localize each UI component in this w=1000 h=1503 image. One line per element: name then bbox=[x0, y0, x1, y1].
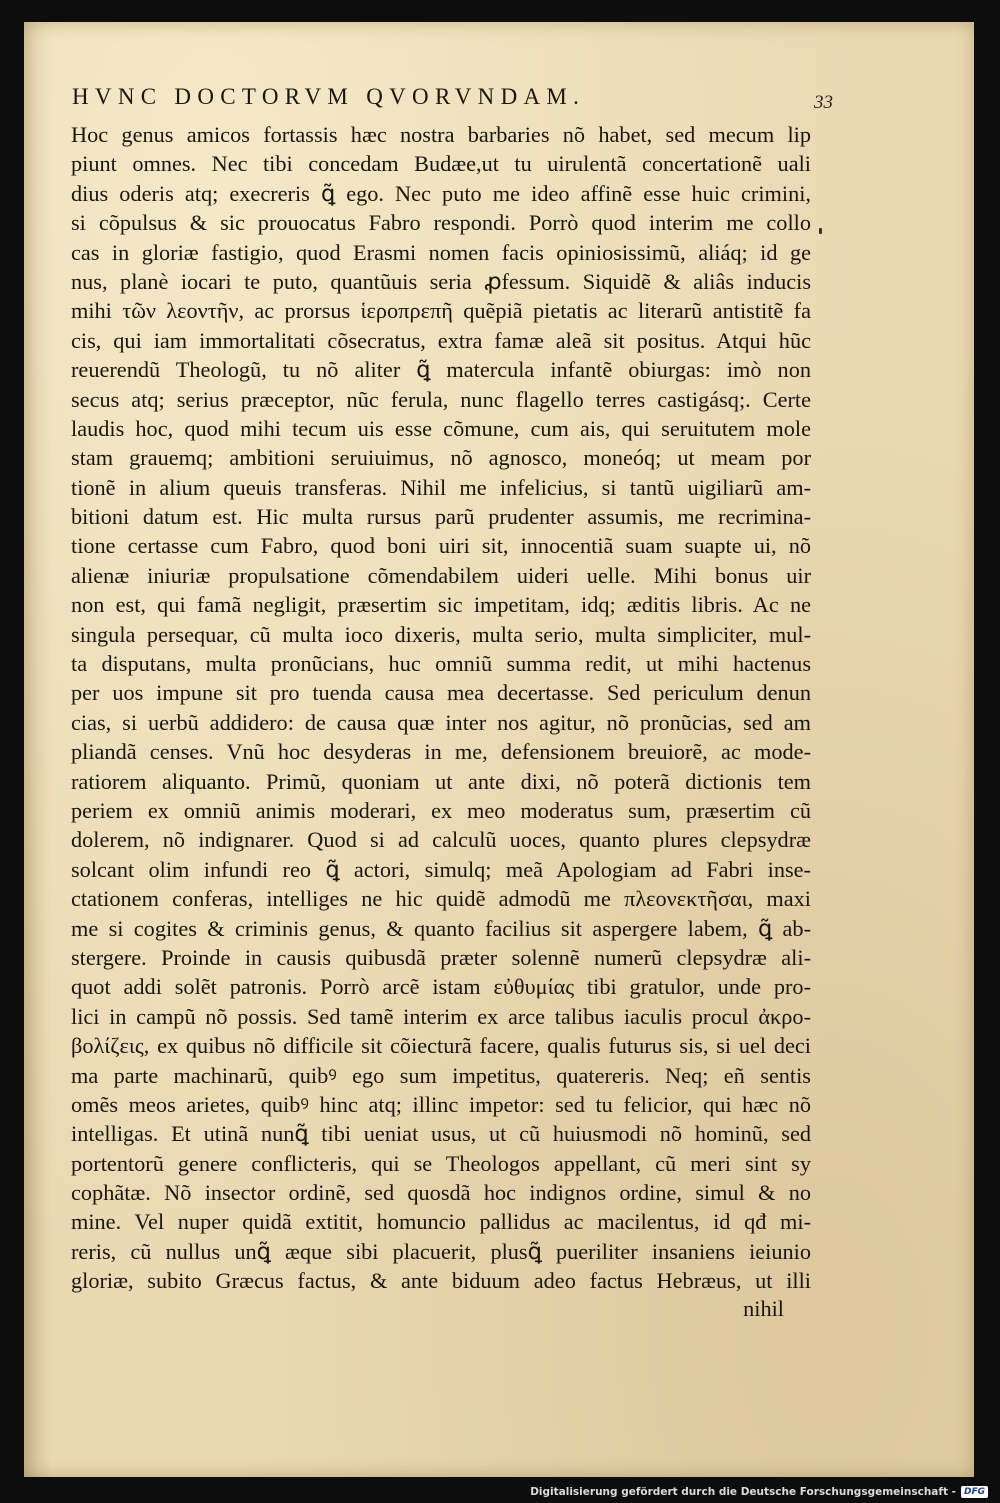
text-line: intelligas. Et utinã nunꝗ̃ tibi ueniat usus, ut cũ huiusmodi nõ hominũ, sed bbox=[71, 1121, 811, 1147]
text-line: ma parte machinarũ, quibꝰ ego sum impetitus, quatereris. Neq; eñ sentis bbox=[71, 1062, 811, 1088]
text-line: quot addi solẽt patronis. Porrò arcẽ istam εὐθυμίας tibi gratulor, unde pro- bbox=[71, 974, 811, 1000]
text-line: dolerem, nõ indignarer. Quod si ad calculũ uoces, quanto plures clepsydræ bbox=[71, 827, 811, 853]
text-line: Hoc genus amicos fortassis hæc nostra barbaries nõ habet, sed mecum lip bbox=[71, 122, 811, 147]
text-line: ta disputans, multa pronũcians, huc omniũ summa redit, ut mihi hactenus bbox=[71, 651, 811, 677]
text-line: dius oderis atq; execreris ꝗ̃ ego. Nec puto me ideo affinẽ esse huic crimini, bbox=[71, 180, 811, 206]
text-line: non est, qui famã negligit, præsertim sic impetitam, idq; æditis libris. Ac ne bbox=[71, 592, 811, 618]
text-line: periem ex omniũ animis moderari, ex meo moderatus sum, præsertim cũ bbox=[71, 797, 811, 823]
body-text bbox=[71, 120, 811, 1296]
text-line: piunt omnes. Nec tibi concedam Budæe,ut tu uirulentã concertationẽ uali bbox=[71, 151, 811, 177]
margin-mark bbox=[819, 228, 822, 234]
catchword: nihil bbox=[743, 1296, 784, 1321]
text-line: laudis hoc, quod mihi tecum uis esse cõmune, cum ais, qui seruitutem mole bbox=[71, 415, 811, 441]
text-line: omẽs meos arietes, quibꝰ hinc atq; illinc impetor: sed tu felicior, qui hæc nõ bbox=[71, 1091, 811, 1117]
text-line: me si cogites & criminis genus, & quanto facilius sit aspergere labem, ꝗ̃ ab- bbox=[71, 915, 811, 941]
dfg-logo-icon: DFG bbox=[961, 1486, 988, 1498]
text-line: stam grauemq; ambitioni seruiuimus, nõ agnosco, moneóq; ut meam por bbox=[71, 445, 811, 471]
text-line: cias, si uerbũ addidero: de causa quæ inter nos agitur, nõ pronũcias, sed am bbox=[71, 709, 811, 735]
text-line: secus atq; serius præceptor, nũc ferula, nunc flagello terres castigásq;. Certe bbox=[71, 386, 811, 412]
text-line: stergere. Proinde in causis quibusdã præter solennẽ numerũ clepsydræ ali- bbox=[71, 944, 811, 970]
text-line: portentorũ genere conflicteris, qui se Theologos appellant, cũ meri sint sy bbox=[71, 1150, 811, 1176]
funding-credit bbox=[530, 1481, 988, 1503]
text-line: ctationem conferas, intelliges ne hic quidẽ admodũ me πλεονεκτῆσαι, maxi bbox=[71, 886, 811, 912]
text-line: cas in gloriæ fastigio, quod Erasmi nomen facis opiniosissimũ, aliáq; id ge bbox=[71, 239, 811, 265]
text-line: tionẽ in alium queuis transferas. Nihil me infelicius, si tantũ uigiliarũ am- bbox=[71, 474, 811, 500]
text-line: singula persequar, cũ multa ioco dixeris, multa serio, multa simpliciter, mul- bbox=[71, 621, 811, 647]
text-line: pliandã censes. Vnũ hoc desyderas in me, defensionem breuiorẽ, ac mode- bbox=[71, 739, 811, 765]
text-line: ratiorem aliquanto. Primũ, quoniam ut ante dixi, nõ poterã dictionis tem bbox=[71, 768, 811, 794]
page-number: 33 bbox=[814, 92, 833, 113]
text-line: βολίζεις, ex quibus nõ difficile sit cõiecturã facere, qualis futurus sis, si uel deci bbox=[71, 1033, 811, 1059]
text-line: solcant olim infundi reo ꝗ̃ actori, simulq; meã Apologiam ad Fabri inse- bbox=[71, 856, 811, 882]
text-line: mihi τῶν λεοντῆν, ac prorsus ἱεροπρεπῆ quẽpiã pietatis ac literarũ antistitẽ fa bbox=[71, 298, 811, 324]
text-line: lici in campũ nõ possis. Sed tamẽ interim ex arce talibus iaculis procul ἀκρο- bbox=[71, 1003, 811, 1029]
text-line: reuerendũ Theologũ, tu nõ aliter ꝗ̃ matercula infantẽ obiurgas: imò non bbox=[71, 357, 811, 383]
text-line: reris, cũ nullus unꝗ̃ æque sibi placuerit, plusꝗ̃ pueriliter insaniens ieiunio bbox=[71, 1238, 811, 1264]
running-head: HVNC DOCTORVM QVORVNDAM. bbox=[72, 84, 586, 109]
text-line: nus, planè iocari te puto, quantũuis seria ꝓfessum. Siquidẽ & aliâs inducis bbox=[71, 268, 811, 294]
text-line: gloriæ, subito Græcus factus, & ante biduum adeo factus Hebræus, ut illi bbox=[71, 1268, 811, 1294]
text-line: cophãtæ. Nõ insector ordinẽ, sed quosdã hoc indignos ordine, simul & no bbox=[71, 1180, 811, 1206]
text-line: per uos impune sit pro tuenda causa mea decertasse. Sed periculum denun bbox=[71, 680, 811, 706]
text-line: bitioni datum est. Hic multa rursus parũ prudenter assumis, me recrimina- bbox=[71, 504, 811, 530]
text-line: si cõpulsus & sic prouocatus Fabro respondi. Porrò quod interim me collo bbox=[71, 210, 811, 236]
book-page bbox=[24, 22, 974, 1477]
text-line: tione certasse cum Fabro, quod boni uiri sit, innocentiã suam suapte ui, nõ bbox=[71, 533, 811, 559]
text-line: alienæ iniuriæ propulsatione cõmendabilem uideri uelle. Mihi bonus uir bbox=[71, 562, 811, 588]
text-line: cis, qui iam immortalitati cõsecratus, extra famæ aleã sit positus. Atqui hũc bbox=[71, 327, 811, 353]
funding-credit-text: Digitalisierung gefördert durch die Deutsche Forschungsgemeinschaft - bbox=[530, 1486, 956, 1498]
text-line: mine. Vel nuper quidã extitit, homuncio pallidus ac macilentus, id qđ mi- bbox=[71, 1209, 811, 1235]
